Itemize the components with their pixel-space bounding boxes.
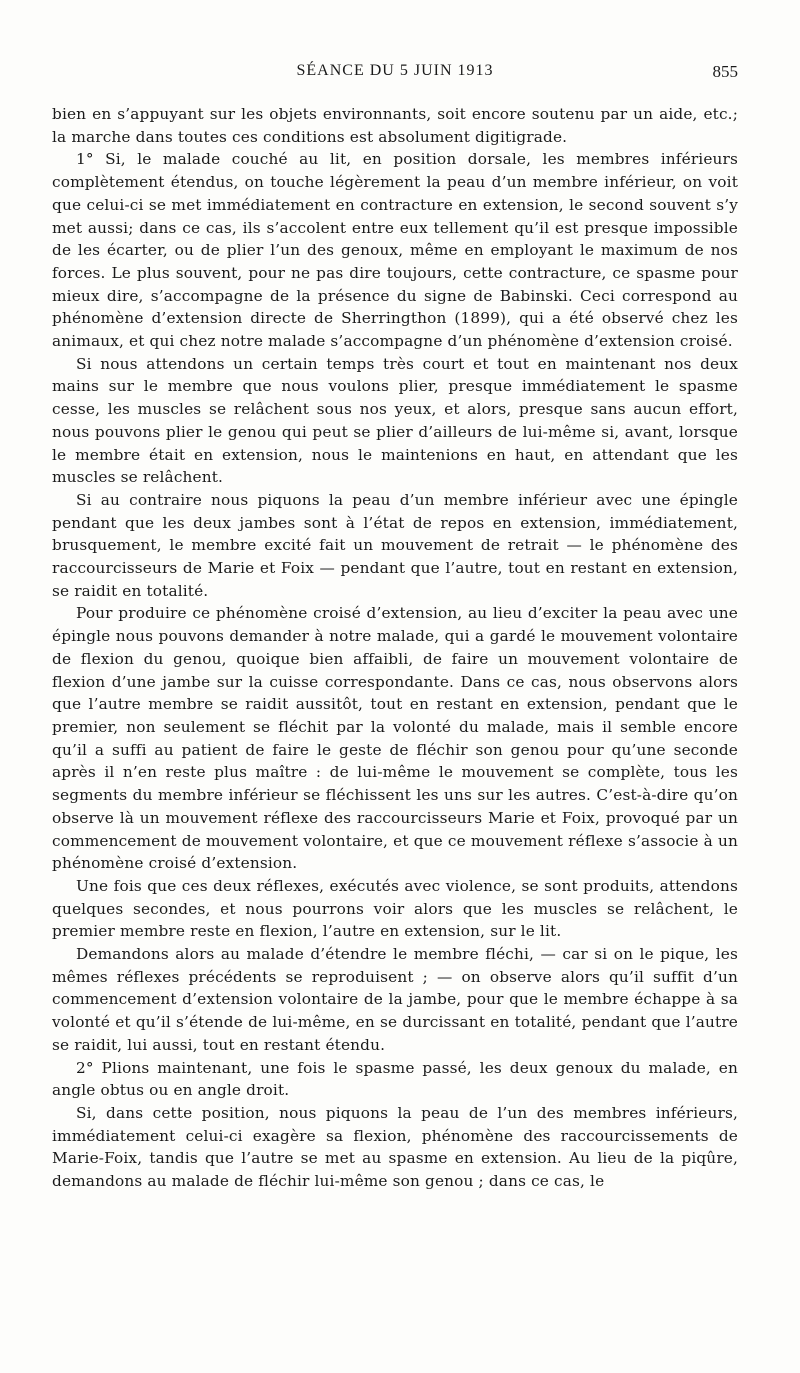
paragraph: bien en s’appuyant sur les objets environnants, soit encore soutenu par un aide, etc.; la marche dans toutes ces conditions est absolument digitigrade. — [52, 105, 738, 146]
paragraph: 1° Si, le malade couché au lit, en position dorsale, les membres inférieurs complètement étendus, on touche légèrement la peau d’un membre inférieur, on voit que celui-ci se met immédiatement en contracture en extension, le second souvent s’y met aussi; dans ce cas, ils s’accolent entre eux tellement qu’il est presque impossible de les écarter, ou de plier l’un des genoux, même en employant le maximum de nos forces. Le plus souvent, pour ne pas dire toujours, cette contracture, ce spasme pour mieux dire, s’accompagne de la présence du signe de Babinski. Ceci correspond au phénomène d’extension directe de Sherringthon (1899), qui a été observé chez les animaux, et qui chez notre malade s’accompagne d’un phénomène d’extension croisé. — [52, 150, 738, 351]
paragraph: Une fois que ces deux réflexes, exécutés avec violence, se sont produits, attendons quelques secondes, et nous pourrons voir alors que les muscles se relâchent, le premier membre reste en flexion, l’autre en extension, sur le lit. — [52, 876, 738, 941]
page-header — [52, 62, 738, 88]
paragraph: Si nous attendons un certain temps très court et tout en maintenant nos deux mains sur le membre que nous voulons plier, presque immédiatement le spasme cesse, les muscles se relâchent sous nos yeux, et alors, presque sans aucun effort, nous pouvons plier le genou qui peut se plier d’ailleurs de lui-même si, avant, lorsque le membre était en extension, nous le maintenions en haut, en attendant que les muscles se relâchent. — [52, 354, 738, 487]
body-text — [52, 103, 738, 1193]
paragraph: Si, dans cette position, nous piquons la peau de l’un des membres inférieurs, immédiatement celui-ci exagère sa flexion, phénomène des raccourcissements de Marie-Foix, tandis que l’autre se met au spasme en extension. Au lieu de la piqûre, demandons au malade de fléchir lui-même son genou ; dans ce cas, le — [52, 1103, 738, 1191]
paragraph: Demandons alors au malade d’étendre le membre fléchi, — car si on le pique, les mêmes réflexes précédents se reproduisent ; — on observe alors qu’il suffit d’un commencement d’extension volontaire de la jambe, pour que le membre échappe à sa volonté et qu’il s’étende de lui-même, en se durcissant en totalité, pendant que l’autre se raidit, lui aussi, tout en restant étendu. — [52, 945, 738, 1054]
paragraph: Si au contraire nous piquons la peau d’un membre inférieur avec une épingle pendant que les deux jambes sont à l’état de repos en extension, immédiatement, brusquement, le membre excité fait un mouvement de retrait — le phénomène des raccourcisseurs de Marie et Foix — pendant que l’autre, tout en restant en extension, se raidit en totalité. — [52, 490, 738, 600]
running-head: SÉANCE DU 5 JUIN 1913 — [296, 62, 494, 79]
paragraph: 2° Plions maintenant, une fois le spasme passé, les deux genoux du malade, en angle obtus ou en angle droit. — [52, 1058, 738, 1100]
page-number: 855 — [712, 62, 738, 81]
paragraph: Pour produire ce phénomène croisé d’extension, au lieu d’exciter la peau avec une épingle nous pouvons demander à notre malade, qui a gardé le mouvement volontaire de flexion du genou, quoique bien affaibli, de faire un mouvement volontaire de flexion d’une jambe sur la cuisse correspondante. Dans ce cas, nous observons alors que l’autre membre se raidit aussitôt, tout en restant en extension, pendant que le premier, non seulement se fléchit par la volonté du malade, mais il semble encore qu’il a suffi au patient de faire le geste de fléchir son genou pour qu’une seconde après il n’en reste plus maître : de lui-même le mouvement se complète, tous les segments du membre inférieur se fléchissent les uns sur les autres. C’est-à-dire qu’on observe là un mouvement réflexe des raccourcisseurs Marie et Foix, provoqué par un commencement de mouvement volontaire, et que ce mouvement réflexe s’associe à un phénomène croisé d’extension. — [52, 604, 738, 873]
